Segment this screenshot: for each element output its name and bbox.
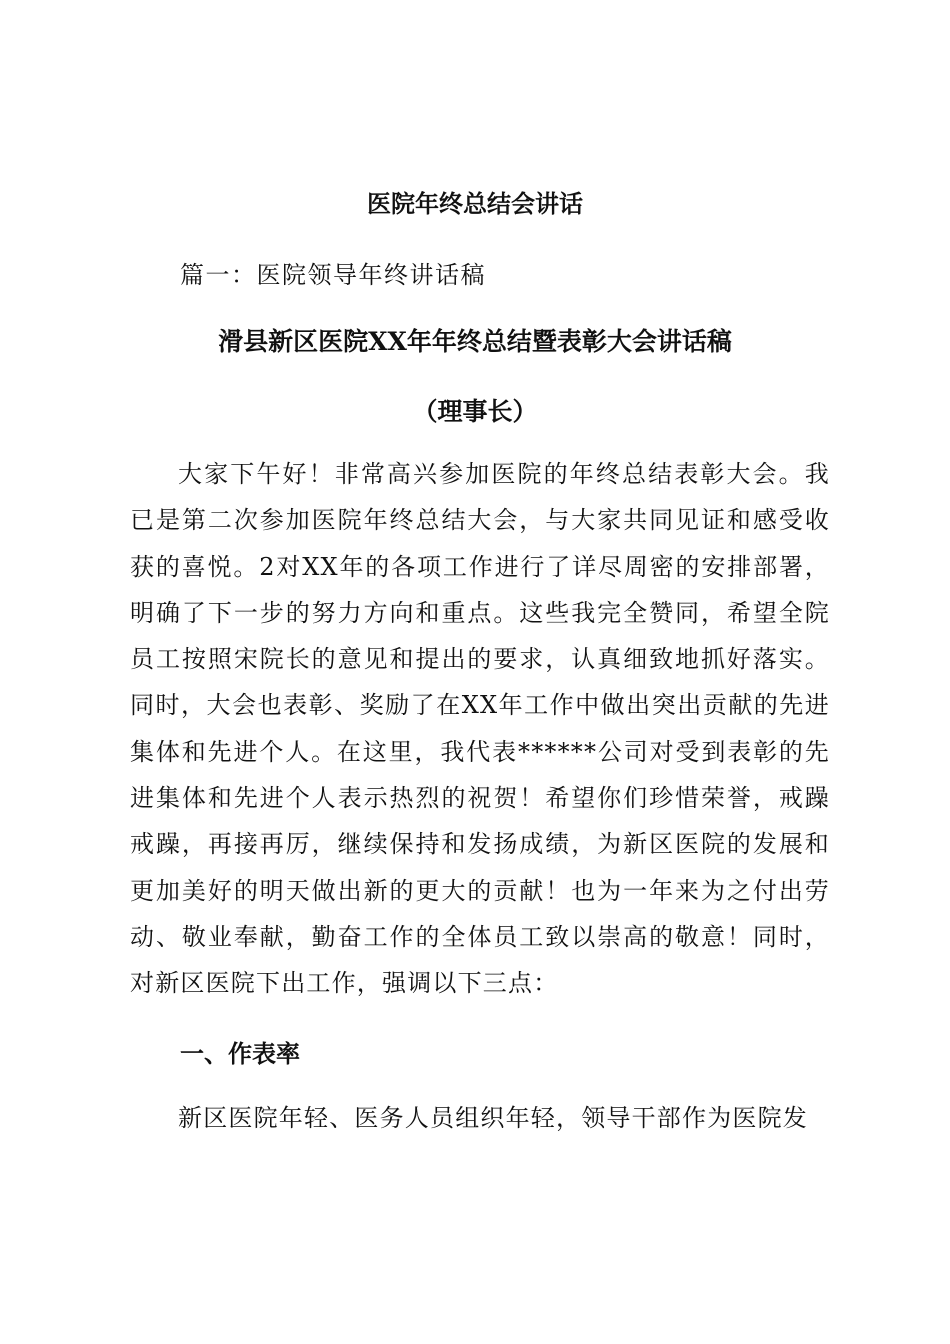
section-heading: 一、作表率 [180,1040,300,1068]
section-label: 篇一：医院领导年终讲话稿 [180,261,486,289]
body-paragraph: 大家下午好！非常高兴参加医院的年终总结表彰大会。我已是第二次参加医院年终总结大会，与大家共同见证和感受收获的喜悦。2对XX年的各项工作进行了详尽周密的安排部署，明确了下一步的努力方向和重点。这些我完全赞同，希望全院员工按照宋院长的意见和提出的要求，认真细致地抓好落实。同时，大会也表彰、奖励了在XX年工作中做出突出贡献的先进集体和先进个人。在这里，我代表******公司对受到表彰的先进集体和先进个人表示热烈的祝贺！希望你们珍惜荣誉，戒躁戒躁，再接再厉，继续保持和发扬成绩，为新区医院的发展和更加美好的明天做出新的更大的贡献！也为一年来为之付出劳动、敬业奉献，勤奋工作的全体员工致以崇高的敬意！同时，对新区医院下出工作，强调以下三点： [130,460,830,998]
document-title: 医院年终总结会讲话 [367,189,583,218]
body-paragraph: 新区医院年轻、医务人员组织年轻，领导干部作为医院发 [178,1104,808,1132]
speech-subtitle: （理事长） [412,397,538,426]
speech-title: 滑县新区医院XX年年终总结暨表彰大会讲话稿 [218,327,732,356]
